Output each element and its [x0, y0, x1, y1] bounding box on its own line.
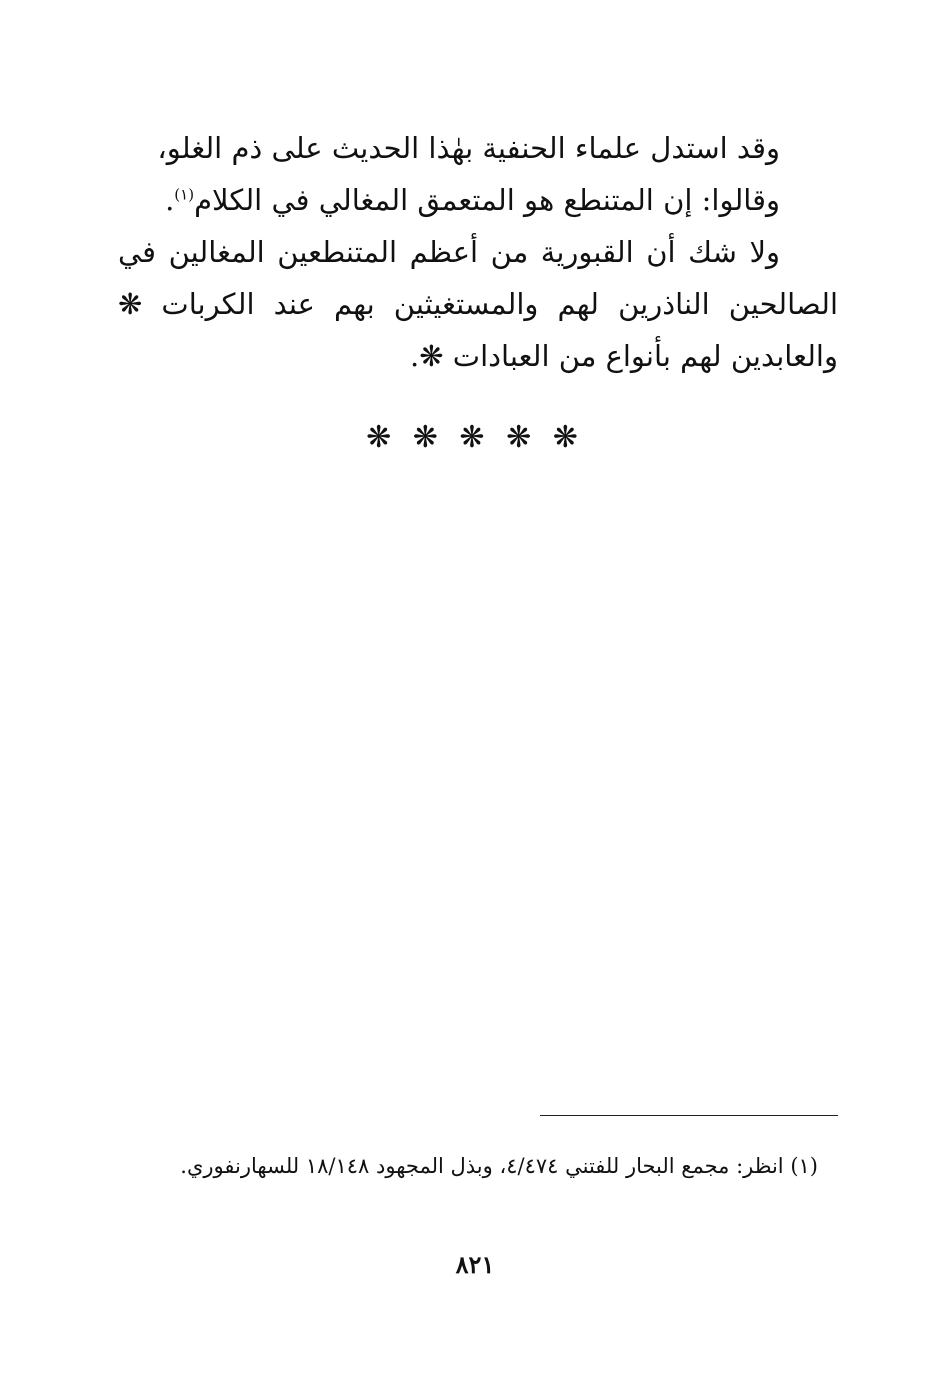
- section-separator: ❋ ❋ ❋ ❋ ❋: [366, 420, 584, 455]
- paragraph-3: ولا شك أن القبورية من أعظم المتنطعين المغالين في الصالحين الناذرين لهم والمستغيثين بهم عند الكربات ❋ والعابدين لهم بأنواع من العبادات ❋.: [118, 235, 838, 373]
- footnote-reference: (١): [174, 185, 195, 204]
- footnote-rule: [540, 1115, 838, 1116]
- page-number: ٨٢١: [455, 1250, 495, 1279]
- footnote: [118, 1145, 838, 1187]
- paragraph-2-text: وقالوا: إن المتنطع هو المتعمق المغالي في الكلام: [194, 183, 780, 217]
- paragraph-2: [118, 174, 838, 226]
- paragraph-2-end: .: [165, 183, 175, 217]
- paragraph-1: وقد استدل علماء الحنفية بهٰذا الحديث على ذم الغلو،: [157, 131, 780, 165]
- main-text: [118, 122, 838, 382]
- footnote-text: (١) انظر: مجمع البحار للفتني ٤/٤٧٤، وبذل المجهود ١٨/١٤٨ للسهارنفوري.: [180, 1154, 818, 1178]
